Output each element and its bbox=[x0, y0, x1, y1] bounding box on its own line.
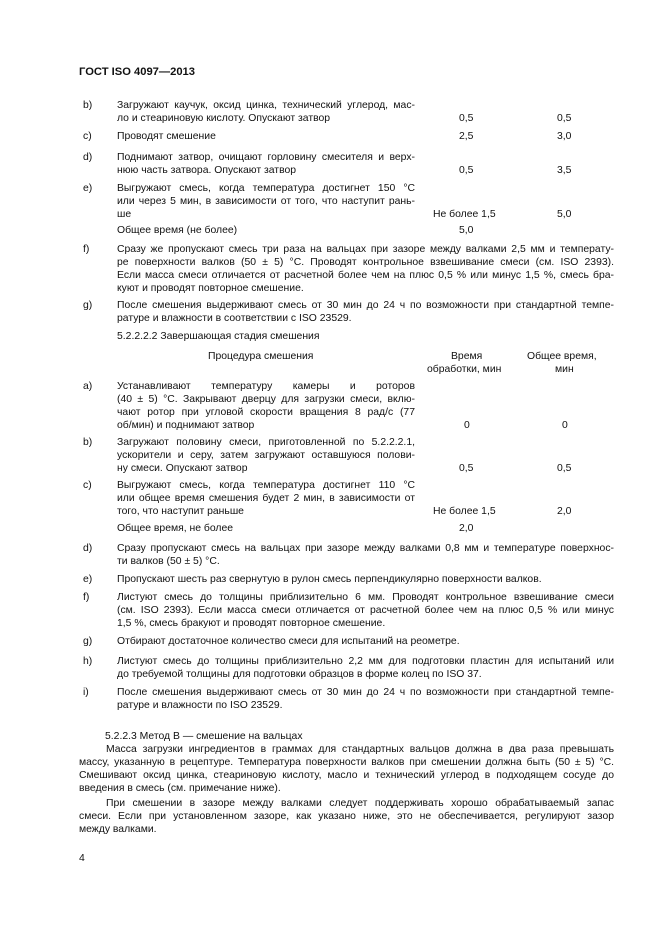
stage2-step-line: Загружают половину смеси, приготовленной по 5.2.2.2.1, bbox=[117, 437, 415, 448]
stage2-note-letter: i) bbox=[83, 687, 89, 698]
stage1-step-time: 0,5 bbox=[459, 165, 474, 176]
stage1-step-line: Проводят смешение bbox=[117, 131, 216, 142]
section-heading-method-b: 5.2.2.3 Метод В — смешение на вальцах bbox=[105, 731, 303, 742]
stage1-step-total-time: 3,0 bbox=[557, 131, 572, 142]
stage1-step-line: ло и стеариновую кислоту. Опускают затвор bbox=[117, 113, 331, 124]
stage1-note-line: Сразу же пропускают смесь три раза на вальцах при зазоре между валками 2,5 мм и температу- bbox=[117, 244, 614, 255]
stage2-note-letter: f) bbox=[83, 592, 90, 603]
stage2-note-letter: h) bbox=[83, 656, 93, 667]
column-header-time-1: Время bbox=[451, 351, 483, 362]
stage2-step-letter: c) bbox=[83, 480, 92, 491]
stage2-note-letter: e) bbox=[83, 574, 93, 585]
stage1-step-time: 2,5 bbox=[459, 131, 474, 142]
stage1-step-line: Поднимают затвор, очищают горловину смесителя и верх- bbox=[117, 152, 415, 163]
stage1-step-time: Не более 1,5 bbox=[433, 209, 496, 220]
stage2-note-line: до требуемой толщины для подготовки образцов в форме колец по ISO 37. bbox=[117, 669, 482, 680]
page-header: ГОСТ ISO 4097—2013 bbox=[79, 66, 195, 78]
section-heading-final-stage: 5.2.2.2.2 Завершающая стадия смешения bbox=[117, 331, 320, 342]
stage2-total-label: Общее время, не более bbox=[117, 523, 234, 534]
stage1-note-line: Если масса смеси отличается от расчетной более чем на плюс 0,5 % или минус 1,5 %, смесь бра- bbox=[117, 270, 614, 281]
stage1-total-value: 5,0 bbox=[459, 225, 474, 236]
stage1-total-label: Общее время (не более) bbox=[117, 225, 238, 236]
stage1-step-letter: e) bbox=[83, 183, 93, 194]
stage2-total-value: 2,0 bbox=[459, 523, 474, 534]
stage2-step-letter: a) bbox=[83, 381, 93, 392]
stage1-step-letter: c) bbox=[83, 131, 92, 142]
stage2-note-line: 1,5 %, смесь бракуют и проводят повторное смешение. bbox=[117, 618, 386, 629]
method-b-para2-line: между валками. bbox=[79, 824, 157, 835]
stage2-step-line: об/мин) и поднимают затвор bbox=[117, 420, 255, 431]
stage1-step-total-time: 0,5 bbox=[557, 113, 572, 124]
stage1-note-letter: g) bbox=[83, 300, 93, 311]
stage1-step-total-time: 3,5 bbox=[557, 165, 572, 176]
stage2-step-time: Не более 1,5 bbox=[433, 506, 496, 517]
column-header-total-1: Общее время, bbox=[527, 351, 597, 362]
stage1-note-line: После смешения выдерживают смесь от 30 мин до 24 ч по возможности при стандартной темпе- bbox=[117, 300, 614, 311]
stage2-step-time: 0 bbox=[464, 420, 470, 431]
method-b-para2-line: смеси. Если при установленном зазоре, как указано ниже, это не обеспечивается, регулируют зазор bbox=[79, 811, 614, 822]
stage2-step-line: ну смеси. Опускают затвор bbox=[117, 463, 248, 474]
stage2-step-line: Выгружают смесь, когда температура достигнет 110 °С bbox=[117, 480, 415, 491]
stage2-note-line: Сразу пропускают смесь на вальцах при зазоре между валками 0,8 мм и температуре поверхнос- bbox=[117, 543, 614, 554]
stage1-step-total-time: 5,0 bbox=[557, 209, 572, 220]
stage2-note-line: Листуют смесь до толщины приблизительно 6 мм. Проводят контрольное взвешивание смеси bbox=[117, 592, 614, 603]
column-header-time-2: обработки, мин bbox=[427, 364, 502, 375]
stage2-step-line: (40 ± 5) °С. Закрывают дверцу для загрузки смеси, вклю- bbox=[117, 394, 415, 405]
stage1-step-line: ше bbox=[117, 209, 132, 220]
page-number: 4 bbox=[79, 853, 85, 864]
stage1-note-line: ре поверхности валков (50 ± 5) °С. Проводят контрольное взвешивание смеси (см. ISO 2393). bbox=[117, 257, 614, 268]
stage2-note-line: ти валков (50 ± 5) °С. bbox=[117, 556, 220, 567]
stage2-step-line: того, что наступит раньше bbox=[117, 506, 244, 517]
stage1-step-line: Выгружают смесь, когда температура достигнет 150 °С bbox=[117, 183, 415, 194]
stage2-note-line: (см. ISO 2393). Если масса смеси отличается от расчетной более чем на плюс 0,5 % или минус bbox=[117, 605, 614, 616]
stage2-step-line: ускорители и серу, затем загружают оставшуюся полови- bbox=[117, 450, 415, 461]
stage1-step-line: или через 5 мин, в зависимости от того, что наступит рань- bbox=[117, 196, 415, 207]
stage1-step-time: 0,5 bbox=[459, 113, 474, 124]
method-b-para1-line: массу, указанную в рецептуре. Температура поверхности валков при смешении должна быть (50 ± 5) °С. bbox=[79, 757, 614, 768]
method-b-para1-line: введения в смесь (см. примечание ниже). bbox=[79, 783, 281, 794]
stage1-note-line: куют и проводят повторное смешение. bbox=[117, 283, 304, 294]
stage2-note-line: После смешения выдерживают смесь от 30 мин до 24 ч по возможности при стандартной темпе- bbox=[117, 687, 614, 698]
stage2-step-total-time: 2,0 bbox=[557, 506, 572, 517]
stage1-step-line: Загружают каучук, оксид цинка, технический углерод, мас- bbox=[117, 100, 415, 111]
stage2-note-line: Отбирают достаточное количество смеси для испытаний на реометре. bbox=[117, 636, 460, 647]
stage2-note-line: Пропускают шесть раз свернутую в рулон смесь перпендикулярно поверхности валков. bbox=[117, 574, 542, 585]
stage2-note-letter: d) bbox=[83, 543, 93, 554]
stage1-step-letter: b) bbox=[83, 100, 93, 111]
method-b-para1-line: Масса загрузки ингредиентов в граммах для стандартных вальцов должна в два раза превышать bbox=[106, 744, 614, 755]
stage2-step-time: 0,5 bbox=[459, 463, 474, 474]
stage1-step-letter: d) bbox=[83, 152, 93, 163]
stage2-note-letter: g) bbox=[83, 636, 93, 647]
method-b-para2-line: При смешении в зазоре между валками следует поддерживать хорошо обрабатываемый запас bbox=[106, 798, 614, 809]
stage2-step-line: чают ротор при угловой скорости вращения 8 рад/с (77 bbox=[117, 407, 415, 418]
method-b-para1-line: Смешивают оксид цинка, стеариновую кислоту, масло и технический углерод в подходящем сосуде до bbox=[79, 770, 614, 781]
stage2-step-line: или общее время смешения будет 2 мин, в зависимости от bbox=[117, 493, 415, 504]
column-header-procedure: Процедура смешения bbox=[208, 351, 314, 362]
stage2-note-line: ратуре и влажности по ISO 23529. bbox=[117, 700, 283, 711]
stage2-note-line: Листуют смесь до толщины приблизительно 2,2 мм для подготовки пластин для испытаний или bbox=[117, 656, 614, 667]
stage1-note-line: ратуре и влажности в соответствии с ISO 23529. bbox=[117, 313, 352, 324]
stage2-step-letter: b) bbox=[83, 437, 93, 448]
stage2-step-line: Устанавливают температуру камеры и роторов bbox=[117, 381, 415, 392]
stage1-note-letter: f) bbox=[83, 244, 90, 255]
stage2-step-total-time: 0,5 bbox=[557, 463, 572, 474]
stage1-step-line: нюю часть затвора. Опускают затвор bbox=[117, 165, 297, 176]
stage2-step-total-time: 0 bbox=[562, 420, 568, 431]
column-header-total-2: мин bbox=[555, 364, 574, 375]
